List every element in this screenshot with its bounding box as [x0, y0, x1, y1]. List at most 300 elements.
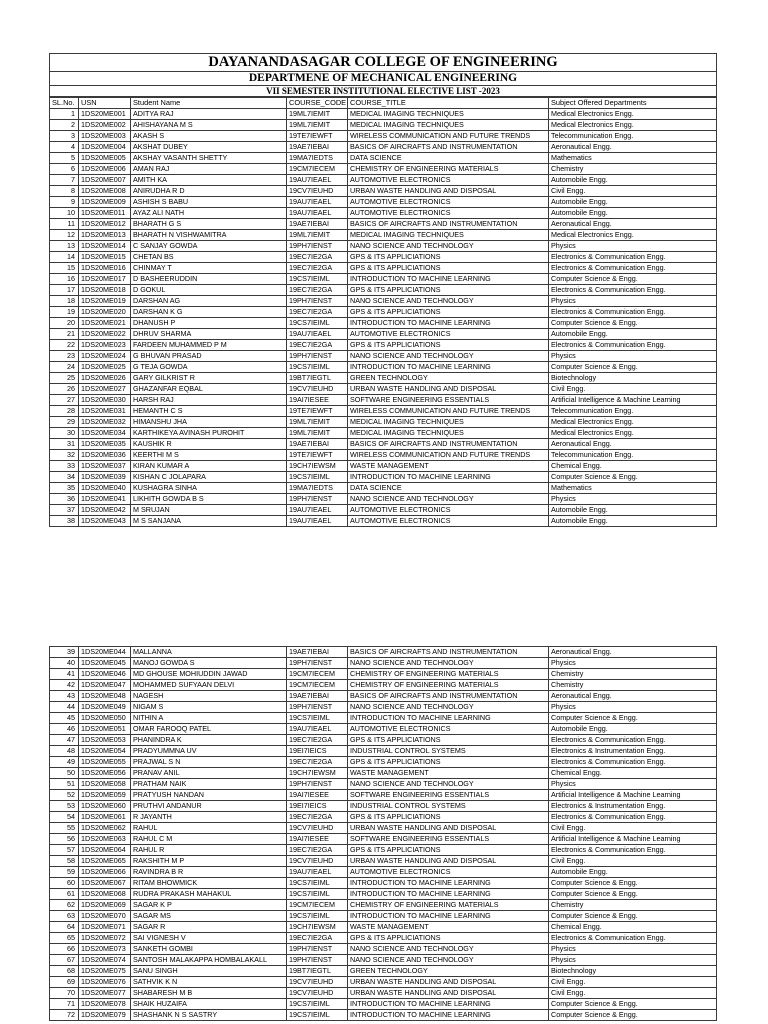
cell-slno: 2	[50, 120, 79, 131]
cell-usn: 1DS20ME015	[79, 252, 131, 263]
cell-course-code: 19PH7IENST	[287, 351, 348, 362]
cell-student-name: NIGAM S	[131, 702, 287, 713]
cell-course-code: 19ML7IEMIT	[287, 109, 348, 120]
cell-department: Mathematics	[549, 153, 717, 164]
table-row	[50, 450, 717, 461]
cell-usn: 1DS20ME071	[79, 922, 131, 933]
cell-course-title: GPS & ITS APPLICIATIONS	[348, 735, 549, 746]
page-1-sheet	[49, 53, 716, 527]
cell-course-code: 19AU7IEAEL	[287, 516, 348, 527]
cell-usn: 1DS20ME014	[79, 241, 131, 252]
cell-usn: 1DS20ME039	[79, 472, 131, 483]
cell-usn: 1DS20ME012	[79, 219, 131, 230]
table-row	[50, 461, 717, 472]
cell-course-code: 19CS7IEIML	[287, 713, 348, 724]
cell-course-title: GPS & ITS APPLICIATIONS	[348, 757, 549, 768]
table-row	[50, 131, 717, 142]
cell-usn: 1DS20ME062	[79, 823, 131, 834]
cell-slno: 15	[50, 263, 79, 274]
cell-slno: 16	[50, 274, 79, 285]
column-header-course-title: COURSE_TITLE	[348, 98, 549, 109]
cell-slno: 25	[50, 373, 79, 384]
cell-student-name: PHANINDRA K	[131, 735, 287, 746]
cell-student-name: MANOJ GOWDA S	[131, 658, 287, 669]
cell-usn: 1DS20ME024	[79, 351, 131, 362]
cell-student-name: SHABARESH M B	[131, 988, 287, 999]
cell-student-name: DHRUV SHARMA	[131, 329, 287, 340]
cell-course-title: INTRODUCTION TO MACHINE LEARNING	[348, 878, 549, 889]
table-row	[50, 845, 717, 856]
cell-course-title: WASTE MANAGEMENT	[348, 461, 549, 472]
cell-course-title: GPS & ITS APPLICIATIONS	[348, 285, 549, 296]
table-row	[50, 395, 717, 406]
cell-course-title: NANO SCIENCE AND TECHNOLOGY	[348, 702, 549, 713]
cell-slno: 41	[50, 669, 79, 680]
table-row	[50, 274, 717, 285]
cell-course-code: 19EC7IE2GA	[287, 757, 348, 768]
cell-department: Electronics & Communication Engg.	[549, 735, 717, 746]
cell-student-name: D BASHEERUDDIN	[131, 274, 287, 285]
cell-slno: 6	[50, 164, 79, 175]
cell-slno: 29	[50, 417, 79, 428]
cell-course-code: 19ML7IEMIT	[287, 417, 348, 428]
cell-student-name: RUDRA PRAKASH MAHAKUL	[131, 889, 287, 900]
cell-slno: 33	[50, 461, 79, 472]
cell-student-name: SANU SINGH	[131, 966, 287, 977]
cell-student-name: ADITYA RAJ	[131, 109, 287, 120]
table-row	[50, 373, 717, 384]
cell-course-title: URBAN WASTE HANDLING AND DISPOSAL	[348, 988, 549, 999]
cell-slno: 71	[50, 999, 79, 1010]
cell-usn: 1DS20ME005	[79, 153, 131, 164]
cell-usn: 1DS20ME032	[79, 417, 131, 428]
table-row	[50, 988, 717, 999]
cell-course-code: 19CS7IEIML	[287, 911, 348, 922]
cell-course-title: NANO SCIENCE AND TECHNOLOGY	[348, 658, 549, 669]
cell-course-title: INDUSTRIAL CONTROL SYSTEMS	[348, 801, 549, 812]
cell-department: Artificial Intelligence & Machine Learning	[549, 395, 717, 406]
cell-slno: 37	[50, 505, 79, 516]
table-row	[50, 483, 717, 494]
table-row	[50, 658, 717, 669]
cell-usn: 1DS20ME006	[79, 164, 131, 175]
cell-department: Biotechnology	[549, 373, 717, 384]
cell-slno: 61	[50, 889, 79, 900]
cell-course-title: URBAN WASTE HANDLING AND DISPOSAL	[348, 977, 549, 988]
cell-slno: 12	[50, 230, 79, 241]
cell-student-name: AKASH S	[131, 131, 287, 142]
cell-slno: 69	[50, 977, 79, 988]
table-row	[50, 241, 717, 252]
cell-department: Civil Engg.	[549, 977, 717, 988]
cell-course-code: 19AE7IEBAI	[287, 142, 348, 153]
cell-department: Chemical Engg.	[549, 461, 717, 472]
cell-course-title: GPS & ITS APPLICIATIONS	[348, 812, 549, 823]
cell-student-name: CHINMAY T	[131, 263, 287, 274]
cell-student-name: AMITH KA	[131, 175, 287, 186]
cell-course-code: 19EI7IEICS	[287, 801, 348, 812]
cell-department: Computer Science & Engg.	[549, 274, 717, 285]
cell-student-name: KARTHIKEYA AVINASH PUROHIT	[131, 428, 287, 439]
cell-student-name: ANIRUDHA R D	[131, 186, 287, 197]
cell-student-name: KISHAN C JOLAPARA	[131, 472, 287, 483]
cell-student-name: RAHUL	[131, 823, 287, 834]
cell-slno: 38	[50, 516, 79, 527]
cell-usn: 1DS20ME048	[79, 691, 131, 702]
table-row	[50, 186, 717, 197]
header-table	[49, 53, 717, 97]
list-title: VII SEMESTER INSTITUTIONAL ELECTIVE LIST -2023	[50, 86, 717, 97]
cell-course-code: 19AI7IESEE	[287, 790, 348, 801]
cell-student-name: AKSHAT DUBEY	[131, 142, 287, 153]
cell-department: Physics	[549, 955, 717, 966]
cell-student-name: PRUTHVI ANDANUR	[131, 801, 287, 812]
cell-course-code: 19AE7IEBAI	[287, 647, 348, 658]
cell-usn: 1DS20ME026	[79, 373, 131, 384]
cell-usn: 1DS20ME064	[79, 845, 131, 856]
table-row	[50, 362, 717, 373]
cell-course-title: AUTOMOTIVE ELECTRONICS	[348, 329, 549, 340]
cell-course-code: 19CM7IECEM	[287, 669, 348, 680]
cell-slno: 30	[50, 428, 79, 439]
cell-department: Physics	[549, 241, 717, 252]
cell-usn: 1DS20ME065	[79, 856, 131, 867]
cell-department: Computer Science & Engg.	[549, 911, 717, 922]
cell-usn: 1DS20ME068	[79, 889, 131, 900]
table-row	[50, 900, 717, 911]
cell-student-name: PRANAV ANIL	[131, 768, 287, 779]
cell-student-name: RAHUL R	[131, 845, 287, 856]
cell-department: Computer Science & Engg.	[549, 472, 717, 483]
cell-course-title: URBAN WASTE HANDLING AND DISPOSAL	[348, 384, 549, 395]
cell-department: Mathematics	[549, 483, 717, 494]
cell-student-name: AHISHAYANA M S	[131, 120, 287, 131]
cell-student-name: AMAN RAJ	[131, 164, 287, 175]
cell-course-title: INTRODUCTION TO MACHINE LEARNING	[348, 1010, 549, 1021]
cell-student-name: SHASHANK N S SASTRY	[131, 1010, 287, 1021]
cell-usn: 1DS20ME056	[79, 768, 131, 779]
cell-course-title: INTRODUCTION TO MACHINE LEARNING	[348, 889, 549, 900]
cell-course-title: INTRODUCTION TO MACHINE LEARNING	[348, 472, 549, 483]
table-row	[50, 955, 717, 966]
cell-usn: 1DS20ME060	[79, 801, 131, 812]
cell-course-code: 19AU7IEAEL	[287, 505, 348, 516]
column-header-row	[50, 98, 717, 109]
cell-department: Aeronautical Engg.	[549, 647, 717, 658]
cell-usn: 1DS20ME047	[79, 680, 131, 691]
cell-usn: 1DS20ME027	[79, 384, 131, 395]
cell-course-code: 19PH7IENST	[287, 779, 348, 790]
cell-department: Medical Electronics Engg.	[549, 417, 717, 428]
cell-course-code: 19EC7IE2GA	[287, 252, 348, 263]
cell-course-code: 19CV7IEUHD	[287, 977, 348, 988]
table-row	[50, 702, 717, 713]
cell-usn: 1DS20ME013	[79, 230, 131, 241]
cell-slno: 62	[50, 900, 79, 911]
cell-slno: 66	[50, 944, 79, 955]
cell-course-title: GPS & ITS APPLICIATIONS	[348, 307, 549, 318]
cell-department: Civil Engg.	[549, 186, 717, 197]
cell-usn: 1DS20ME055	[79, 757, 131, 768]
cell-slno: 50	[50, 768, 79, 779]
cell-course-title: URBAN WASTE HANDLING AND DISPOSAL	[348, 823, 549, 834]
cell-course-title: AUTOMOTIVE ELECTRONICS	[348, 505, 549, 516]
cell-usn: 1DS20ME023	[79, 340, 131, 351]
cell-usn: 1DS20ME049	[79, 702, 131, 713]
cell-course-title: INDUSTRIAL CONTROL SYSTEMS	[348, 746, 549, 757]
cell-slno: 28	[50, 406, 79, 417]
table-row	[50, 966, 717, 977]
cell-course-title: MEDICAL IMAGING TECHNIQUES	[348, 428, 549, 439]
cell-student-name: G BHUVAN PRASAD	[131, 351, 287, 362]
cell-course-code: 19CS7IEIML	[287, 274, 348, 285]
cell-course-code: 19EC7IE2GA	[287, 735, 348, 746]
cell-student-name: BHARATH G S	[131, 219, 287, 230]
cell-course-code: 19MA7IEDTS	[287, 153, 348, 164]
cell-course-title: GPS & ITS APPLICIATIONS	[348, 340, 549, 351]
cell-slno: 65	[50, 933, 79, 944]
cell-course-title: BASICS OF AIRCRAFTS AND INSTRUMENTATION	[348, 219, 549, 230]
cell-slno: 45	[50, 713, 79, 724]
cell-course-title: BASICS OF AIRCRAFTS AND INSTRUMENTATION	[348, 647, 549, 658]
cell-usn: 1DS20ME075	[79, 966, 131, 977]
cell-slno: 53	[50, 801, 79, 812]
cell-department: Automobile Engg.	[549, 197, 717, 208]
table-row	[50, 428, 717, 439]
cell-usn: 1DS20ME041	[79, 494, 131, 505]
cell-student-name: AYAZ ALI NATH	[131, 208, 287, 219]
cell-course-code: 19CS7IEIML	[287, 1010, 348, 1021]
cell-department: Computer Science & Engg.	[549, 999, 717, 1010]
cell-course-title: INTRODUCTION TO MACHINE LEARNING	[348, 274, 549, 285]
cell-student-name: SAGAR K P	[131, 900, 287, 911]
cell-usn: 1DS20ME050	[79, 713, 131, 724]
cell-student-name: MOHAMMED SUFYAAN DELVI	[131, 680, 287, 691]
cell-department: Computer Science & Engg.	[549, 1010, 717, 1021]
cell-course-code: 19CV7IEUHD	[287, 856, 348, 867]
cell-usn: 1DS20ME063	[79, 834, 131, 845]
cell-course-code: 19TE7IEWFT	[287, 406, 348, 417]
table-row	[50, 219, 717, 230]
cell-course-title: GPS & ITS APPLICIATIONS	[348, 263, 549, 274]
cell-course-title: GPS & ITS APPLICIATIONS	[348, 252, 549, 263]
cell-course-title: NANO SCIENCE AND TECHNOLOGY	[348, 351, 549, 362]
cell-student-name: RITAM BHOWMICK	[131, 878, 287, 889]
cell-department: Civil Engg.	[549, 988, 717, 999]
cell-course-title: CHEMISTRY OF ENGINEERING MATERIALS	[348, 680, 549, 691]
cell-usn: 1DS20ME018	[79, 285, 131, 296]
cell-department: Telecommunication Engg.	[549, 450, 717, 461]
cell-slno: 10	[50, 208, 79, 219]
cell-student-name: ASHISH S BABU	[131, 197, 287, 208]
cell-course-title: DATA SCIENCE	[348, 153, 549, 164]
cell-slno: 18	[50, 296, 79, 307]
cell-department: Chemistry	[549, 680, 717, 691]
cell-slno: 55	[50, 823, 79, 834]
table-row	[50, 263, 717, 274]
cell-department: Physics	[549, 779, 717, 790]
cell-department: Biotechnology	[549, 966, 717, 977]
cell-department: Aeronautical Engg.	[549, 439, 717, 450]
table-row	[50, 109, 717, 120]
cell-usn: 1DS20ME016	[79, 263, 131, 274]
cell-department: Physics	[549, 658, 717, 669]
cell-usn: 1DS20ME031	[79, 406, 131, 417]
table-row	[50, 472, 717, 483]
table-row	[50, 790, 717, 801]
cell-department: Automobile Engg.	[549, 516, 717, 527]
cell-usn: 1DS20ME019	[79, 296, 131, 307]
cell-course-code: 19EC7IE2GA	[287, 812, 348, 823]
cell-student-name: RAVINDRA B R	[131, 867, 287, 878]
cell-student-name: KUSHAGRA SINHA	[131, 483, 287, 494]
table-row	[50, 735, 717, 746]
cell-slno: 48	[50, 746, 79, 757]
cell-department: Physics	[549, 351, 717, 362]
table-row	[50, 439, 717, 450]
cell-department: Telecommunication Engg.	[549, 406, 717, 417]
cell-department: Physics	[549, 494, 717, 505]
cell-department: Chemistry	[549, 900, 717, 911]
cell-slno: 70	[50, 988, 79, 999]
cell-student-name: DARSHAN AG	[131, 296, 287, 307]
cell-department: Computer Science & Engg.	[549, 889, 717, 900]
cell-course-code: 19CM7IECEM	[287, 900, 348, 911]
cell-course-code: 19AU7IEAEL	[287, 867, 348, 878]
cell-course-code: 19TE7IEWFT	[287, 450, 348, 461]
cell-slno: 39	[50, 647, 79, 658]
cell-course-code: 19PH7IENST	[287, 658, 348, 669]
cell-usn: 1DS20ME040	[79, 483, 131, 494]
cell-course-code: 19CS7IEIML	[287, 318, 348, 329]
cell-slno: 13	[50, 241, 79, 252]
cell-department: Electronics & Instrumentation Engg.	[549, 801, 717, 812]
cell-course-title: AUTOMOTIVE ELECTRONICS	[348, 208, 549, 219]
cell-course-title: INTRODUCTION TO MACHINE LEARNING	[348, 911, 549, 922]
table-row	[50, 834, 717, 845]
cell-department: Electronics & Communication Engg.	[549, 812, 717, 823]
cell-department: Automobile Engg.	[549, 175, 717, 186]
table-row	[50, 494, 717, 505]
table-row	[50, 878, 717, 889]
cell-student-name: FARDEEN MUHAMMED P M	[131, 340, 287, 351]
cell-student-name: SANTOSH MALAKAPPA HOMBALAKALL	[131, 955, 287, 966]
cell-slno: 24	[50, 362, 79, 373]
cell-slno: 3	[50, 131, 79, 142]
table-row	[50, 922, 717, 933]
cell-student-name: BHARATH N VISHWAMITRA	[131, 230, 287, 241]
cell-department: Automobile Engg.	[549, 329, 717, 340]
cell-slno: 43	[50, 691, 79, 702]
cell-course-code: 19CM7IECEM	[287, 164, 348, 175]
cell-course-code: 19EC7IE2GA	[287, 340, 348, 351]
cell-student-name: R JAYANTH	[131, 812, 287, 823]
table-row	[50, 516, 717, 527]
cell-usn: 1DS20ME058	[79, 779, 131, 790]
cell-course-title: INTRODUCTION TO MACHINE LEARNING	[348, 999, 549, 1010]
cell-usn: 1DS20ME021	[79, 318, 131, 329]
cell-course-title: SOFTWARE ENGINEERING ESSENTIALS	[348, 395, 549, 406]
table-row	[50, 307, 717, 318]
cell-usn: 1DS20ME034	[79, 428, 131, 439]
cell-usn: 1DS20ME025	[79, 362, 131, 373]
cell-student-name: GHAZANFAR EQBAL	[131, 384, 287, 395]
cell-student-name: G TEJA GOWDA	[131, 362, 287, 373]
cell-department: Aeronautical Engg.	[549, 142, 717, 153]
cell-department: Electronics & Communication Engg.	[549, 307, 717, 318]
cell-student-name: NITHIN A	[131, 713, 287, 724]
cell-slno: 35	[50, 483, 79, 494]
cell-course-code: 19AU7IEAEL	[287, 724, 348, 735]
cell-slno: 44	[50, 702, 79, 713]
cell-student-name: GARY GILKRIST R	[131, 373, 287, 384]
cell-course-title: NANO SCIENCE AND TECHNOLOGY	[348, 494, 549, 505]
cell-department: Civil Engg.	[549, 823, 717, 834]
cell-department: Computer Science & Engg.	[549, 318, 717, 329]
cell-course-code: 19AU7IEAEL	[287, 208, 348, 219]
cell-student-name: PRAJWAL S N	[131, 757, 287, 768]
cell-course-code: 19MA7IEDTS	[287, 483, 348, 494]
cell-department: Computer Science & Engg.	[549, 713, 717, 724]
cell-course-code: 19CH7IEWSM	[287, 461, 348, 472]
cell-student-name: C SANJAY GOWDA	[131, 241, 287, 252]
cell-course-code: 19PH7IENST	[287, 241, 348, 252]
cell-usn: 1DS20ME022	[79, 329, 131, 340]
cell-student-name: KAUSHIK R	[131, 439, 287, 450]
column-header-course-code: COURSE_CODE	[287, 98, 348, 109]
college-title: DAYANANDASAGAR COLLEGE OF ENGINEERING	[50, 54, 717, 72]
table-row	[50, 417, 717, 428]
cell-slno: 31	[50, 439, 79, 450]
cell-course-code: 19AU7IEAEL	[287, 197, 348, 208]
cell-student-name: MD GHOUSE MOHIUDDIN JAWAD	[131, 669, 287, 680]
cell-usn: 1DS20ME044	[79, 647, 131, 658]
table-row	[50, 812, 717, 823]
cell-student-name: KEERTHI M S	[131, 450, 287, 461]
table-row	[50, 933, 717, 944]
table-row	[50, 153, 717, 164]
cell-student-name: RAHUL C M	[131, 834, 287, 845]
cell-course-title: NANO SCIENCE AND TECHNOLOGY	[348, 296, 549, 307]
table-row	[50, 856, 717, 867]
cell-department: Aeronautical Engg.	[549, 691, 717, 702]
table-row	[50, 746, 717, 757]
cell-department: Electronics & Communication Engg.	[549, 845, 717, 856]
table-row	[50, 329, 717, 340]
cell-student-name: DHANUSH P	[131, 318, 287, 329]
cell-course-code: 19CS7IEIML	[287, 472, 348, 483]
cell-course-title: WASTE MANAGEMENT	[348, 922, 549, 933]
cell-department: Chemistry	[549, 164, 717, 175]
cell-department: Electronics & Communication Engg.	[549, 252, 717, 263]
cell-department: Automobile Engg.	[549, 724, 717, 735]
page-2-sheet	[49, 646, 716, 1021]
cell-slno: 52	[50, 790, 79, 801]
cell-student-name: OMAR FAROOQ PATEL	[131, 724, 287, 735]
table-row	[50, 999, 717, 1010]
cell-department: Chemical Engg.	[549, 768, 717, 779]
cell-course-code: 19PH7IENST	[287, 955, 348, 966]
cell-usn: 1DS20ME059	[79, 790, 131, 801]
cell-usn: 1DS20ME054	[79, 746, 131, 757]
cell-course-title: BASICS OF AIRCRAFTS AND INSTRUMENTATION	[348, 691, 549, 702]
cell-student-name: RAKSHITH M P	[131, 856, 287, 867]
cell-course-code: 19CV7IEUHD	[287, 823, 348, 834]
cell-slno: 40	[50, 658, 79, 669]
table-row	[50, 889, 717, 900]
cell-department: Physics	[549, 702, 717, 713]
cell-usn: 1DS20ME002	[79, 120, 131, 131]
